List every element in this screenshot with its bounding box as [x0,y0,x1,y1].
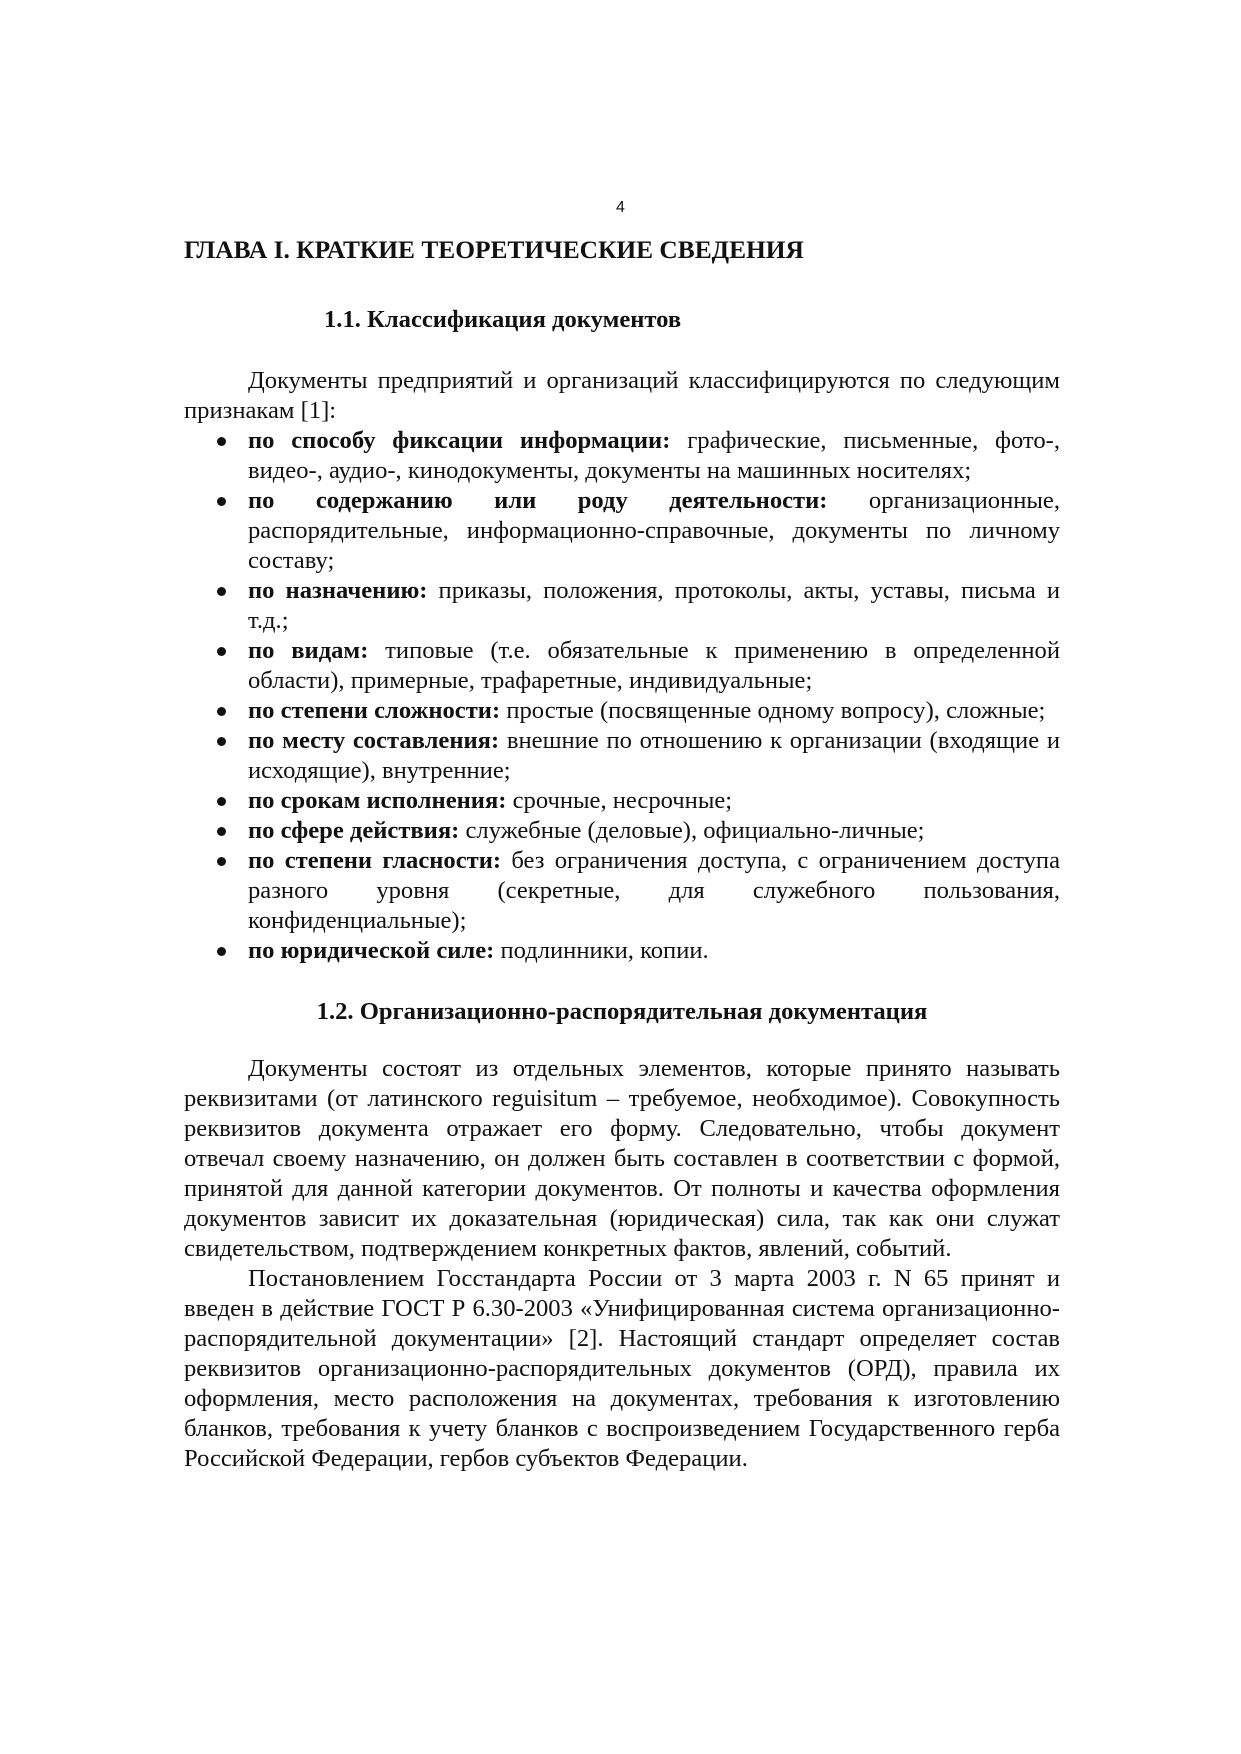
list-item-text: без ограничения доступа, с ограничением доступа разного уровня (секретные, для служебного пользования, конфиденциальные); [248,847,1060,934]
list-item-text: организационные, распорядительные, информационно-справочные, документы по личному составу; [248,487,1060,574]
list-item-term: по юридической силе: [248,937,495,964]
bullet-icon [217,647,226,656]
section-2-paragraph-2: Постановлением Госстандарта России от 3 марта 2003 г. N 65 принят и введен в действие ГОСТ Р 6.30-2003 «Унифицированная система организационно-распорядительной документации» [2]. Настоящий стандарт определяет состав реквизитов организационно-распорядительных документов (ОРД), правила их оформления, место расположения на документах, требования к изготовлению бланков, требования к учету бланков с воспроизведением Государственного герба Российской Федерации, гербов субъектов Федерации. [184,1265,1060,1472]
bullet-icon [217,587,226,596]
list-item [248,636,1060,696]
list-item [248,726,1060,786]
list-item-text: внешние по отношению к организации (входящие и исходящие), внутренние; [248,727,1060,784]
list-item-term: по содержанию или роду деятельности: [248,487,828,514]
section-1-intro: Документы предприятий и организаций классифицируются по следующим признакам [1]: [184,367,1060,424]
list-item-term: по степени гласности: [248,847,502,874]
list-item-term: по срокам исполнения: [248,787,507,814]
bullet-icon [217,497,226,506]
bullet-icon [217,707,226,716]
section-2-paragraph-1: Документы состоят из отдельных элементов, которые принято называть реквизитами (от латинского reguisitum – требуемое, необходимое). Совокупность реквизитов документа отражает его форму. Следовательно, чтобы документ отвечал своему назначению, он должен быть составлен в соответствии с формой, принятой для данной категории документов. От полноты и качества оформления документов зависит их доказательная (юридическая) сила, так как они служат свидетельством, подтверждением конкретных фактов, явлений, событий. [184,1055,1060,1262]
bullet-icon [217,797,226,806]
bullet-icon [217,947,226,956]
list-item [248,816,1060,846]
list-item-term: по сфере действия: [248,817,460,844]
classification-list [184,426,1060,966]
list-item-term: по видам: [248,637,369,664]
list-item-text: графические, письменные, фото-, видео-, аудио-, кинодокументы, документы на машинных носителях; [248,427,1060,484]
list-item-text: простые (посвященные одному вопросу), сложные; [500,697,1046,724]
page-number: 4 [616,199,625,216]
bullet-icon [217,827,226,836]
list-item-text: приказы, положения, протоколы, акты, уставы, письма и т.д.; [248,577,1060,634]
list-item [248,576,1060,636]
section-2-title: 1.2. Организационно-распорядительная документация [316,998,928,1025]
list-item-text: срочные, несрочные; [506,787,733,814]
list-item-term: по способу фиксации информации: [248,427,671,454]
list-item-term: по степени сложности: [248,697,501,724]
list-item-text: служебные (деловые), официально-личные; [459,817,925,844]
bullet-icon [217,437,226,446]
page-content [184,232,1060,1474]
list-item [248,426,1060,486]
list-item-text: типовые (т.е. обязательные к применению в определенной области), примерные, трафаретные, индивидуальные; [248,637,1061,694]
list-item [248,936,1060,966]
chapter-title: ГЛАВА I. КРАТКИЕ ТЕОРЕТИЧЕСКИЕ СВЕДЕНИЯ [184,236,804,264]
list-item-term: по назначению: [248,577,428,604]
list-item [248,846,1060,936]
bullet-icon [217,857,226,866]
bullet-icon [217,737,226,746]
section-1-title: 1.1. Классификация документов [324,306,682,333]
list-item-term: по месту составления: [248,727,500,754]
list-item [248,786,1060,816]
list-item [248,486,1060,576]
list-item [248,696,1060,726]
list-item-text: подлинники, копии. [494,937,709,964]
